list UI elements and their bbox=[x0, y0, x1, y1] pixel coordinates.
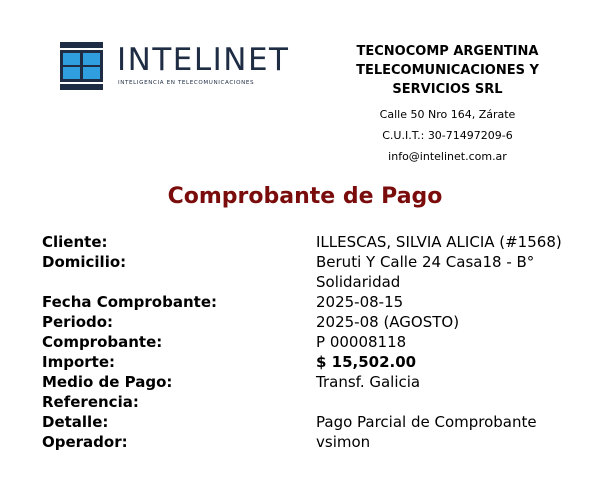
field-value: Beruti Y Calle 24 Casa18 - B° Solidaridad bbox=[316, 253, 535, 291]
field-value: 2025-08 (AGOSTO) bbox=[316, 313, 460, 331]
field-value: Transf. Galicia bbox=[316, 373, 421, 391]
field-row-periodo bbox=[42, 312, 572, 332]
field-label: Detalle: bbox=[42, 413, 109, 431]
intelinet-logo-icon bbox=[60, 42, 103, 90]
field-row-medio-de-pago bbox=[42, 372, 572, 392]
field-row-operador bbox=[42, 432, 572, 452]
company-name: TECNOCOMP ARGENTINA TELECOMUNICACIONES Y SERVICIOS SRL bbox=[356, 44, 539, 97]
company-address: Calle 50 Nro 164, Zárate bbox=[379, 108, 516, 121]
receipt-details bbox=[42, 232, 572, 452]
field-row-cliente bbox=[42, 232, 572, 252]
field-row-importe bbox=[42, 352, 572, 372]
field-label: Importe: bbox=[42, 353, 115, 371]
field-row-comprobante bbox=[42, 332, 572, 352]
company-cuit: C.U.I.T.: 30-71497209-6 bbox=[382, 129, 513, 142]
field-row-fecha-comprobante bbox=[42, 292, 572, 312]
field-label: Operador: bbox=[42, 433, 128, 451]
field-label: Domicilio: bbox=[42, 253, 127, 271]
field-value: ILLESCAS, SILVIA ALICIA (#1568) bbox=[316, 233, 562, 251]
field-label: Fecha Comprobante: bbox=[42, 293, 217, 311]
field-row-referencia bbox=[42, 392, 572, 412]
field-label: Referencia: bbox=[42, 393, 139, 411]
field-value bbox=[316, 392, 572, 412]
field-value: vsimon bbox=[316, 433, 371, 451]
company-email: info@intelinet.com.ar bbox=[388, 150, 507, 163]
amount-value: $ 15,502.00 bbox=[316, 353, 417, 371]
field-label: Cliente: bbox=[42, 233, 108, 251]
field-row-domicilio bbox=[42, 252, 572, 292]
field-value: 2025-08-15 bbox=[316, 293, 404, 311]
company-info bbox=[315, 42, 580, 164]
intelinet-logo bbox=[60, 42, 290, 92]
field-label: Medio de Pago: bbox=[42, 373, 173, 391]
logo-tagline: INTELIGENCIA EN TELECOMUNICACIONES bbox=[118, 80, 255, 86]
field-value: Pago Parcial de Comprobante bbox=[316, 413, 537, 431]
page-title: Comprobante de Pago bbox=[167, 184, 443, 209]
field-label: Comprobante: bbox=[42, 333, 163, 351]
field-label: Periodo: bbox=[42, 313, 114, 331]
field-row-detalle bbox=[42, 412, 572, 432]
logo-wordmark: INTELINET bbox=[117, 42, 290, 78]
field-value: P 00008118 bbox=[316, 333, 407, 351]
